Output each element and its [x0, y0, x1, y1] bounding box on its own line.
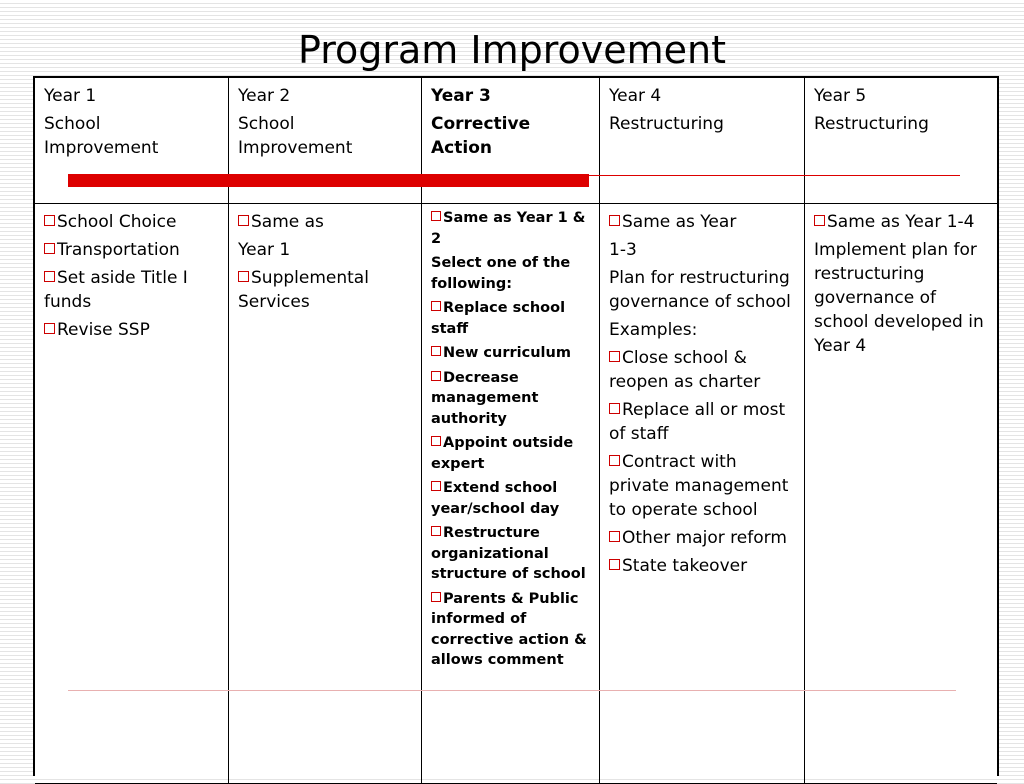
list-item [609, 526, 796, 550]
list-item-text: Revise SSP [57, 320, 150, 340]
list-item [814, 238, 989, 358]
checkbox-square-icon [609, 215, 620, 226]
list-item-text: Replace school staff [431, 300, 566, 337]
list-item-text: State takeover [622, 556, 748, 576]
list-item-text: Extend school year/school day [431, 480, 560, 517]
header-status-label: Restructuring [814, 114, 929, 134]
header-year-label: Year 4 [609, 86, 662, 106]
list-item [609, 318, 796, 342]
list-item-text: Year 1 [238, 240, 291, 260]
list-item-text: Restructure organizational structure of school [431, 525, 586, 582]
list-item-text: Same as Year 1-4 [827, 212, 975, 232]
checkbox-square-icon [609, 559, 620, 570]
checkbox-square-icon [814, 215, 825, 226]
body-cell-year-1 [35, 204, 229, 784]
list-item [814, 210, 989, 234]
header-status-label: School Improvement [238, 114, 353, 158]
header-status-label: Corrective Action [431, 114, 531, 158]
list-item-text: Examples: [609, 320, 698, 340]
checkbox-square-icon [238, 215, 249, 226]
list-item-text: 1-3 [609, 240, 637, 260]
header-cell-year-5 [805, 78, 997, 204]
body-cell-year-2 [229, 204, 422, 784]
list-item-text: New curriculum [443, 345, 571, 361]
list-item [431, 433, 591, 474]
header-year-label: Year 5 [814, 86, 867, 106]
list-item-text: Implement plan for restructuring governance of school developed in Year 4 [814, 240, 984, 356]
checkbox-square-icon [44, 215, 55, 226]
list-item [431, 523, 591, 585]
checkbox-square-icon [609, 403, 620, 414]
list-item-text: Same as Year 1 & 2 [431, 210, 586, 247]
body-cell-year-5 [805, 204, 997, 784]
checkbox-square-icon [238, 271, 249, 282]
red-accent-line [589, 175, 960, 176]
list-item-text: Supplemental Services [238, 268, 369, 312]
list-item [238, 210, 413, 234]
header-status-label: Restructuring [609, 114, 724, 134]
list-item [44, 266, 220, 314]
list-item [431, 589, 591, 671]
checkbox-square-icon [431, 301, 441, 311]
list-item-text: Plan for restructuring governance of school [609, 268, 791, 312]
checkbox-square-icon [431, 481, 441, 491]
list-item [431, 343, 591, 364]
list-item-text: Same as [251, 212, 324, 232]
header-cell-year-4 [600, 78, 805, 204]
list-item-text: Other major reform [622, 528, 787, 548]
list-item [238, 238, 413, 262]
checkbox-square-icon [609, 455, 620, 466]
list-item [44, 318, 220, 342]
list-item [431, 208, 591, 249]
checkbox-square-icon [44, 323, 55, 334]
list-item [431, 368, 591, 430]
checkbox-square-icon [609, 351, 620, 362]
header-year-label: Year 3 [431, 86, 491, 106]
list-item-text: Replace all or most of staff [609, 400, 786, 444]
list-item [609, 554, 796, 578]
list-item-text: Close school & reopen as charter [609, 348, 761, 392]
list-item-text: Select one of the following: [431, 255, 571, 292]
checkbox-square-icon [44, 243, 55, 254]
list-item [44, 210, 220, 234]
list-item-text: Same as Year [622, 212, 737, 232]
list-item [431, 478, 591, 519]
list-item [609, 346, 796, 394]
list-item [609, 238, 796, 262]
list-item-text: Parents & Public informed of corrective action & allows comment [431, 590, 587, 668]
list-item [431, 253, 591, 294]
checkbox-square-icon [609, 531, 620, 542]
list-item-text: Decrease management authority [431, 369, 539, 427]
header-status-label: School Improvement [44, 114, 159, 158]
checkbox-square-icon [431, 211, 441, 221]
body-cell-year-3 [422, 204, 600, 784]
list-item-text: Transportation [57, 240, 180, 260]
slide-title: Program Improvement [297, 28, 727, 72]
checkbox-square-icon [431, 346, 441, 356]
checkbox-square-icon [431, 371, 441, 381]
header-year-label: Year 1 [44, 86, 97, 106]
list-item [609, 210, 796, 234]
footer-divider [68, 690, 956, 691]
list-item [238, 266, 413, 314]
header-year-label: Year 2 [238, 86, 291, 106]
list-item-text: Appoint outside expert [431, 435, 574, 472]
checkbox-square-icon [431, 436, 441, 446]
list-item-text: Set aside Title I funds [44, 268, 188, 312]
list-item-text: Contract with private management to operate school [609, 452, 789, 520]
checkbox-square-icon [431, 526, 441, 536]
list-item [609, 398, 796, 446]
list-item-text: School Choice [57, 212, 177, 232]
checkbox-square-icon [431, 592, 441, 602]
red-accent-bar [68, 174, 589, 187]
body-cell-year-4 [600, 204, 805, 784]
list-item [609, 266, 796, 314]
checkbox-square-icon [44, 271, 55, 282]
list-item [44, 238, 220, 262]
list-item [431, 298, 591, 339]
list-item [609, 450, 796, 522]
